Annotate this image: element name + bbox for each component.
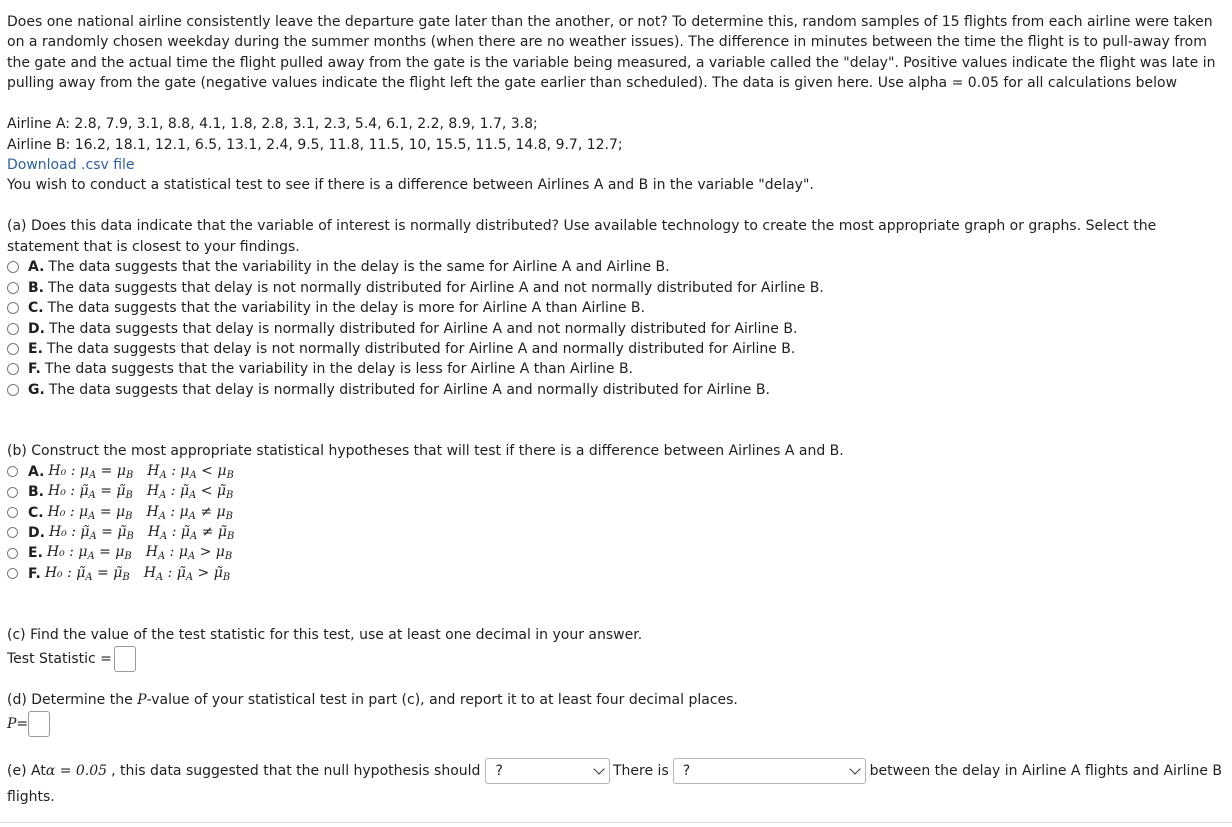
h0-eq: = μ <box>95 503 126 520</box>
part-b-option-b[interactable] <box>7 482 1222 502</box>
chevron-down-icon <box>849 763 860 774</box>
option-letter: A. <box>28 259 45 276</box>
ha-sub: A <box>157 551 166 563</box>
ha-mu: : μ̃ <box>166 483 190 500</box>
bottom-divider <box>0 822 1232 823</box>
option-text: The data suggests that delay is not normally distributed for Airline A and not normally distributed for Airline B. <box>48 279 824 296</box>
part-b-option-d[interactable] <box>7 523 1222 543</box>
download-csv-link[interactable]: Download .csv file <box>7 157 135 174</box>
option-letter: C. <box>28 300 44 317</box>
radio-button[interactable] <box>7 302 19 314</box>
ha-op: > μ̃ <box>193 564 223 581</box>
option-letter: G. <box>28 381 45 398</box>
h0-sub-b: B <box>125 469 134 481</box>
null-hypothesis <box>45 565 130 583</box>
null-hypothesis <box>48 504 133 522</box>
h0-eq: = μ̃ <box>92 564 123 581</box>
part-e-pre: (e) At <box>7 762 46 779</box>
h0-part: H₀ : μ̃ <box>48 483 89 500</box>
radio-button[interactable] <box>7 261 19 273</box>
null-hypothesis-select[interactable] <box>485 758 610 784</box>
ha-h: H <box>143 564 156 581</box>
ha-mu: : μ̃ <box>167 523 190 540</box>
part-b-option-f[interactable] <box>7 564 1222 584</box>
radio-button[interactable] <box>7 282 19 294</box>
alt-hypothesis <box>147 463 234 481</box>
radio-button[interactable] <box>7 384 19 396</box>
h0-sub-a: A <box>89 530 97 542</box>
h0-sub-b: B <box>122 571 130 583</box>
part-d-question <box>7 690 1222 710</box>
ha-op: ≠ μ̃ <box>197 523 227 540</box>
null-hypothesis <box>49 524 134 542</box>
task-text: You wish to conduct a statistical test to see if there is a difference between Airlines A and B in the variable "delay". <box>7 177 814 194</box>
ha-sub-b: B <box>226 530 235 542</box>
option-letter: D. <box>28 320 45 337</box>
p-value-input[interactable] <box>28 711 50 737</box>
h0-sub-a: A <box>85 571 93 583</box>
alt-hypothesis <box>147 483 234 501</box>
option-text: The data suggests that the variability in the delay is more for Airline A than Airline B. <box>47 300 645 317</box>
ha-sub-b: B <box>222 571 231 583</box>
radio-button[interactable] <box>7 363 19 375</box>
radio-button[interactable] <box>7 343 19 355</box>
h0-sub-a: A <box>88 510 96 522</box>
radio-button[interactable] <box>7 466 18 477</box>
ha-h: H <box>146 503 159 520</box>
part-b-question: (b) Construct the most appropriate statistical hypotheses that will test if there is a difference between Airlines A and B. <box>7 443 844 460</box>
ha-op: < μ̃ <box>196 483 227 500</box>
ha-op: > μ <box>195 544 225 561</box>
part-e-tail: flights. <box>7 788 55 805</box>
h0-part: H₀ : μ <box>46 544 88 561</box>
h0-sub-a: A <box>88 469 97 481</box>
radio-button[interactable] <box>7 548 18 559</box>
option-letter: A. <box>28 463 45 480</box>
part-b-option-a[interactable] <box>7 462 1222 482</box>
part-a-option-b[interactable] <box>7 278 1222 298</box>
null-hypothesis <box>47 544 132 562</box>
radio-button[interactable] <box>7 487 18 498</box>
test-statistic-input[interactable] <box>114 646 136 672</box>
option-letter: D. <box>28 524 45 541</box>
h0-sub-b: B <box>124 551 132 563</box>
ha-sub-a: A <box>185 571 194 583</box>
question-container <box>7 12 1222 810</box>
option-letter: F. <box>28 361 41 378</box>
radio-button[interactable] <box>7 507 18 518</box>
ha-sub-a: A <box>188 510 196 522</box>
difference-select-value: ? <box>682 762 691 779</box>
part-c-question: (c) Find the value of the test statistic for this test, use at least one decimal in your answer. <box>7 627 643 644</box>
ha-sub: A <box>160 530 168 542</box>
h0-part: H₀ : μ̃ <box>48 523 90 540</box>
chevron-down-icon <box>593 763 604 774</box>
option-text: The data suggests that the variability in the delay is the same for Airline A and Airline B. <box>48 259 670 276</box>
part-a-option-g[interactable] <box>7 380 1222 400</box>
h0-sub-b: B <box>125 490 133 502</box>
h0-eq: = μ̃ <box>95 483 126 500</box>
part-b-options <box>7 462 1222 584</box>
ha-sub-b: B <box>225 510 233 522</box>
h0-sub-a: A <box>88 490 96 502</box>
h0-part: H₀ : μ̃ <box>44 564 86 581</box>
ha-op: ≠ μ <box>195 503 226 520</box>
option-letter: B. <box>28 279 44 296</box>
option-letter: C. <box>28 504 44 521</box>
ha-sub: A <box>155 571 164 583</box>
ha-sub-b: B <box>226 490 234 502</box>
h0-eq: = μ <box>96 462 126 479</box>
part-d-text-post: -value of your statistical test in part (c), and report it to at least four decimal places. <box>146 691 738 708</box>
option-letter: B. <box>28 484 44 501</box>
part-a-option-a[interactable] <box>7 257 1222 277</box>
part-b-option-e[interactable] <box>7 543 1222 563</box>
part-e-post: between the delay in Airline A flights and Airline B <box>869 762 1222 779</box>
part-a-option-e[interactable] <box>7 339 1222 359</box>
h0-part: H₀ : μ <box>48 462 89 479</box>
part-e-mid: , this data suggested that the null hypothesis should <box>111 762 481 779</box>
radio-button[interactable] <box>7 527 18 538</box>
option-letter: F. <box>28 565 41 582</box>
h0-part: H₀ : μ <box>47 503 89 520</box>
part-d-text-pre: (d) Determine the <box>7 691 138 708</box>
ha-op: < μ <box>196 462 227 479</box>
part-b-option-c[interactable] <box>7 502 1222 522</box>
h0-eq: = μ <box>94 544 125 561</box>
airline-a-data: Airline A: 2.8, 7.9, 3.1, 8.8, 4.1, 1.8, 2.8, 3.1, 2.3, 5.4, 6.1, 2.2, 8.9, 1.7, 3.8; <box>7 116 538 133</box>
option-text: The data suggests that delay is normally distributed for Airline A and normally distributed for Airline B. <box>48 381 770 398</box>
alt-hypothesis <box>146 544 233 562</box>
ha-h: H <box>147 523 161 540</box>
null-hypothesis <box>48 463 133 481</box>
ha-sub: A <box>159 469 167 481</box>
ha-h: H <box>146 483 160 500</box>
ha-sub: A <box>159 490 167 502</box>
h0-sub-a: A <box>87 551 95 563</box>
ha-sub: A <box>158 510 166 522</box>
alt-hypothesis <box>146 504 233 522</box>
intro-text: Does one national airline consistently leave the departure gate later than the another, or not? To determine this, random samples of 15 flights from each airline were taken on a randomly chosen weekday during the summer months (when there are no weather issues). The difference in minutes between the time the flight is to pull-away from the gate and the actual time the flight pulled away from the gate is the variable being measured, a variable called the "delay". Positive values indicate the flight was late in pulling away from the gate (negative values indicate the flight left the gate earlier than scheduled). The data is given here. Use alpha = 0.05 for all calculations below <box>7 14 1216 92</box>
difference-select[interactable] <box>673 758 866 784</box>
ha-h: H <box>145 544 158 561</box>
p-label: P <box>7 715 17 732</box>
h0-sub-b: B <box>125 510 133 522</box>
radio-button[interactable] <box>7 568 18 579</box>
part-a-option-d[interactable] <box>7 318 1222 338</box>
alt-hypothesis <box>148 524 235 542</box>
option-letter: E. <box>28 341 43 357</box>
test-statistic-label: Test Statistic = <box>7 651 112 668</box>
option-text: The data suggests that delay is not normally distributed for Airline A and normally distributed for Airline B. <box>46 341 796 357</box>
part-e-alpha: α = 0.05 <box>45 762 108 779</box>
ha-h: H <box>147 462 160 479</box>
option-text: The data suggests that the variability in the delay is less for Airline A than Airline B. <box>44 361 633 378</box>
alt-hypothesis <box>144 565 231 583</box>
p-equals: = <box>16 715 29 732</box>
ha-sub-b: B <box>226 469 234 481</box>
null-hypothesis-select-value: ? <box>495 762 503 779</box>
part-d-p-symbol: P <box>137 691 147 708</box>
ha-mu: : μ̃ <box>163 564 186 581</box>
h0-sub-b: B <box>126 530 134 542</box>
ha-mu: : μ <box>165 544 188 561</box>
part-e-there-is: There is <box>613 762 669 779</box>
ha-sub-a: A <box>189 490 197 502</box>
ha-mu: : μ <box>165 503 189 520</box>
ha-mu: : μ <box>166 462 190 479</box>
option-text: The data suggests that delay is normally distributed for Airline A and not normally distributed for Airline B. <box>48 320 798 337</box>
ha-sub-a: A <box>190 530 198 542</box>
ha-sub-b: B <box>224 551 233 563</box>
airline-b-data: Airline B: 16.2, 18.1, 12.1, 6.5, 13.1, 2.4, 9.5, 11.8, 11.5, 10, 15.5, 11.5, 14.8, 9.7, 12.7; <box>7 136 623 153</box>
part-a-option-f[interactable] <box>7 359 1222 379</box>
part-a-question: (a) Does this data indicate that the variable of interest is normally distributed? Use available technology to create the most appropriate graph or graphs. Select the statement that is closest to your findings. <box>7 218 1157 255</box>
ha-sub-a: A <box>187 551 196 563</box>
h0-eq: = μ̃ <box>96 523 127 540</box>
part-e-line <box>7 758 1222 784</box>
null-hypothesis <box>48 483 133 501</box>
option-letter: E. <box>28 545 43 562</box>
radio-button[interactable] <box>7 323 19 335</box>
ha-sub-a: A <box>189 469 197 481</box>
part-a-options <box>7 257 1222 400</box>
part-a-option-c[interactable] <box>7 298 1222 318</box>
